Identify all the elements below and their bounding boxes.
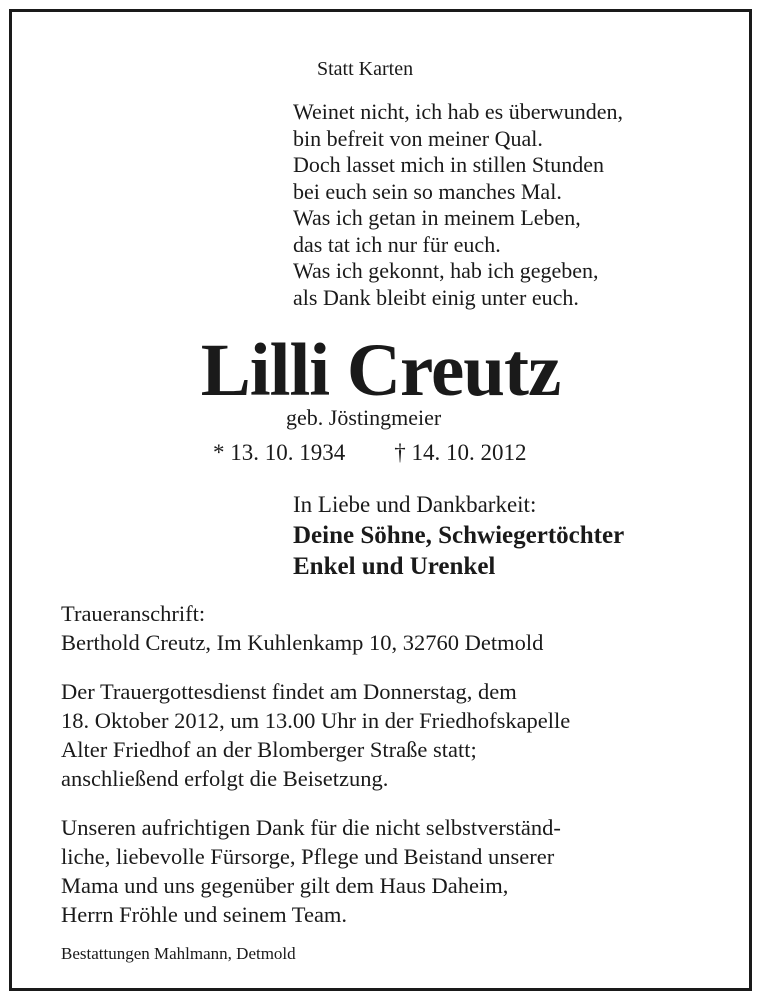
- poem-line: das tat ich nur für euch.: [293, 231, 501, 257]
- service-line: Der Trauergottesdienst findet am Donnerstag, dem: [61, 679, 517, 704]
- poem-line: Doch lasset mich in stillen Stunden: [293, 152, 605, 177]
- mourners-line: Deine Söhne, Schwiegertöchter: [293, 522, 625, 549]
- mourners-names: [293, 520, 624, 582]
- poem-line: bei euch sein so manches Mal.: [293, 178, 562, 204]
- mourners-line: Enkel und Urenkel: [293, 553, 496, 580]
- mourning-address: [61, 599, 543, 657]
- deceased-name: Lilli Creutz: [200, 329, 561, 412]
- address-value: Berthold Creutz, Im Kuhlenkamp 10, 32760 Detmold: [61, 630, 544, 655]
- poem-line: Was ich gekonnt, hab ich gegeben,: [293, 258, 599, 283]
- statt-karten-label: Statt Karten: [317, 58, 414, 80]
- address-label: Traueranschrift:: [61, 601, 206, 626]
- life-dates: [213, 440, 527, 466]
- poem-line: Weinet nicht, ich hab es überwunden,: [293, 99, 623, 124]
- thanks-line: Mama und uns gegenüber gilt dem Haus Daheim,: [61, 873, 509, 898]
- thanks-line: Herrn Fröhle und seinem Team.: [61, 902, 348, 927]
- poem-line: Was ich getan in meinem Leben,: [293, 205, 581, 230]
- service-line: anschließend erfolgt die Beisetzung.: [61, 766, 389, 791]
- thanks-line: liche, liebevolle Fürsorge, Pflege und Beistand unserer: [61, 844, 555, 869]
- service-line: Alter Friedhof an der Blomberger Straße statt;: [61, 737, 477, 762]
- mourners-intro: In Liebe und Dankbarkeit:: [293, 492, 537, 517]
- thanks-line: Unseren aufrichtigen Dank für die nicht selbstverständ-: [61, 815, 561, 840]
- poem: [293, 99, 623, 311]
- birth-date: * 13. 10. 1934: [213, 440, 346, 465]
- poem-line: als Dank bleibt einig unter euch.: [293, 284, 579, 310]
- birth-name: geb. Jöstingmeier: [286, 405, 442, 430]
- undertaker-credit: Bestattungen Mahlmann, Detmold: [61, 944, 296, 963]
- thanks-notice: [61, 813, 561, 929]
- service-line: 18. Oktober 2012, um 13.00 Uhr in der Friedhofskapelle: [61, 708, 571, 733]
- death-date: † 14. 10. 2012: [394, 440, 527, 465]
- funeral-service-notice: [61, 677, 570, 793]
- poem-line: bin befreit von meiner Qual.: [293, 125, 543, 151]
